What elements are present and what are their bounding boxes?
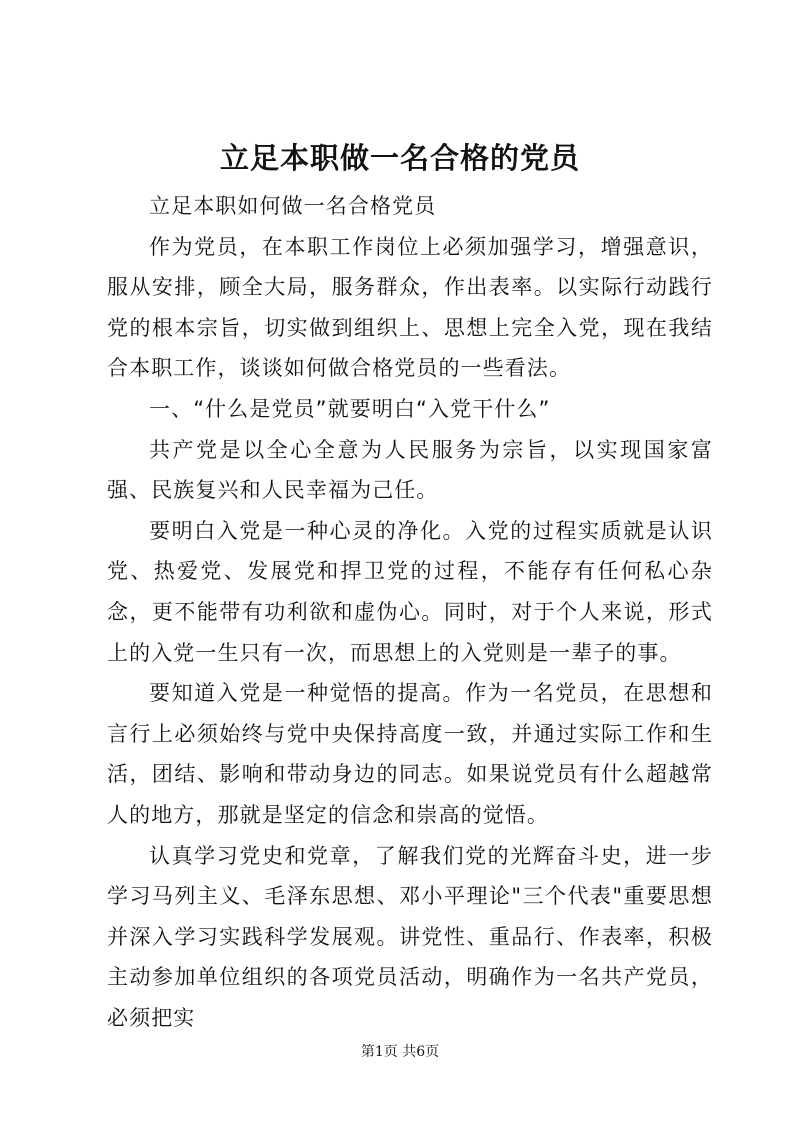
section-heading: 一、“什么是党员”就要明白“入党干什么” [149, 396, 551, 421]
body-paragraph: 要明白入党是一种心灵的净化。入党的过程实质就是认识党、热爱党、发展党和捍卫党的过程，不能存有任何私心杂念，更不能带有功利欲和虚伪心。同时，对于个人来说，形式上的入党一生只有一次，而思想上的入党则是一辈子的事。 [107, 518, 713, 665]
document-title: 立足本职做一名合格的党员 [219, 141, 580, 175]
body-paragraph: 共产党是以全心全意为人民服务为宗旨，以实现国家富强、民族复兴和人民幸福为己任。 [107, 437, 713, 503]
document-body [107, 186, 713, 1038]
body-paragraph: 要知道入党是一种觉悟的提高。作为一名党员，在思想和言行上必须始终与党中央保持高度一致，并通过实际工作和生活，团结、影响和带动身边的同志。如果说党员有什么超越常人的地方，那就是坚定的信念和崇高的觉悟。 [107, 681, 713, 827]
page-number-footer: 第1页 共6页 [360, 1044, 440, 1060]
subtitle-paragraph: 立足本职如何做一名合格党员 [149, 194, 437, 218]
body-paragraph: 认真学习党史和党章，了解我们党的光辉奋斗史，进一步学习马列主义、毛泽东思想、邓小平理论"三个代表"重要思想并深入学习实践科学发展观。讲党性、重品行、作表率，积极主动参加单位组织的各项党员活动，明确作为一名共产党员，必须把实 [107, 843, 713, 1030]
body-paragraph: 作为党员，在本职工作岗位上必须加强学习，增强意识，服从安排，顾全大局，服务群众，作出表率。以实际行动践行党的根本宗旨，切实做到组织上、思想上完全入党，现在我结合本职工作，谈谈如何做合格党员的一些看法。 [107, 234, 713, 381]
